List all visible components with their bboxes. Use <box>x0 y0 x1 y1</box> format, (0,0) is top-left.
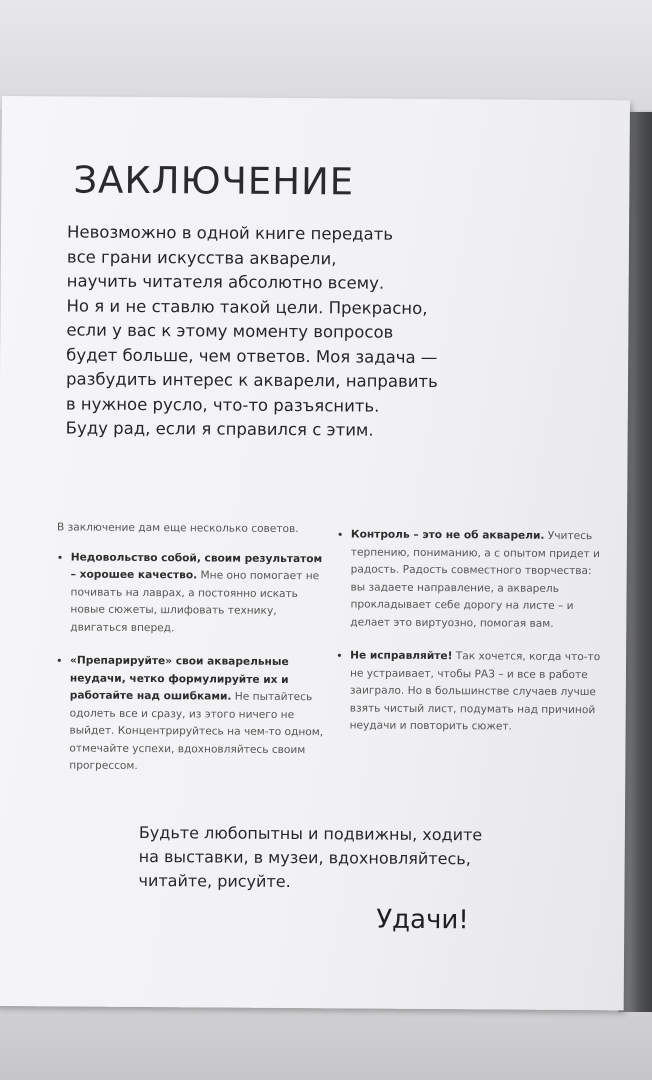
tip-lead: «Препарируйте» свои акварельные неудачи, четко формулируйте их и работайте над ошибками. <box>69 654 289 703</box>
intro-line: если у вас к этому моменту вопросов <box>66 320 394 342</box>
intro-line: будет больше, чем ответов. Моя задача — <box>66 344 438 367</box>
tip-item <box>336 647 607 736</box>
tip-item <box>55 652 326 776</box>
intro-line: Но я и не ставлю такой цели. Прекрасно, <box>66 295 428 318</box>
intro-line: Буду рад, если я справился с этим. <box>65 418 374 440</box>
intro-line: Невозможно в одной книге передать <box>66 222 394 244</box>
bullet-icon: • <box>336 649 343 663</box>
closing-line: Будьте любопытны и подвижны, ходите <box>138 822 483 845</box>
closing-paragraph <box>138 821 518 896</box>
book-page <box>0 96 630 1010</box>
tip-lead: Недовольство собой, своим результатом – хорошее качество. <box>70 550 323 582</box>
background-wall <box>0 0 652 110</box>
intro-paragraph <box>66 220 468 443</box>
closing-line: читайте, рисуйте. <box>138 870 291 892</box>
tips-intro: В заключение дам еще несколько советов. <box>56 521 299 536</box>
intro-line: в нужное русло, что-то разъяснить. <box>65 393 380 416</box>
intro-line: научить читателя абсолютно всему. <box>66 271 385 293</box>
tip-lead: Не исправляйте! <box>350 649 453 663</box>
bullet-icon: • <box>336 528 344 542</box>
bullet-icon: • <box>56 654 63 668</box>
closing-line: на выставки, в музеи, вдохновляйтесь, <box>138 846 471 869</box>
tips-column-right <box>335 526 607 752</box>
tip-text: Так хочется, когда что-то не устраивает, чтобы РАЗ – и все в работе заиграло. Но в большинстве случаев лучше взять чистый лист, подумать над причиной неудачи и повторить сюжет. <box>349 650 601 733</box>
tip-text: Учитесь терпению, пониманию, а с опытом придет и радость. Радость совместного творчества: вы задаете направление, а акварель прокладывает себе дорогу на листе – и делает это виртуозно, помогая вам. <box>350 529 600 630</box>
tip-lead: Контроль – это не об акварели. <box>350 528 545 542</box>
tips-column-left <box>55 519 327 792</box>
tip-text: Не пытайтесь одолеть все и сразу, из этого ничего не выйдет. Концентрируйтесь на чем-то одном, отмечайте успехи, вдохновляйтесь своим прогрессом. <box>69 690 324 772</box>
tip-item <box>336 526 607 633</box>
farewell-text: Удачи! <box>376 904 469 936</box>
intro-line: все грани искусства акварели, <box>66 246 337 268</box>
page-title: ЗАКЛЮЧЕНИЕ <box>73 158 355 204</box>
tip-item <box>56 549 327 638</box>
tip-text: Мне оно помогает не почивать на лаврах, а постоянно искать новые сюжеты, шлифовать технику, двигаться вперед. <box>70 569 320 634</box>
intro-line: разбудить интерес к акварели, направить <box>65 369 438 392</box>
bullet-icon: • <box>56 550 64 564</box>
background-table <box>0 1000 652 1080</box>
